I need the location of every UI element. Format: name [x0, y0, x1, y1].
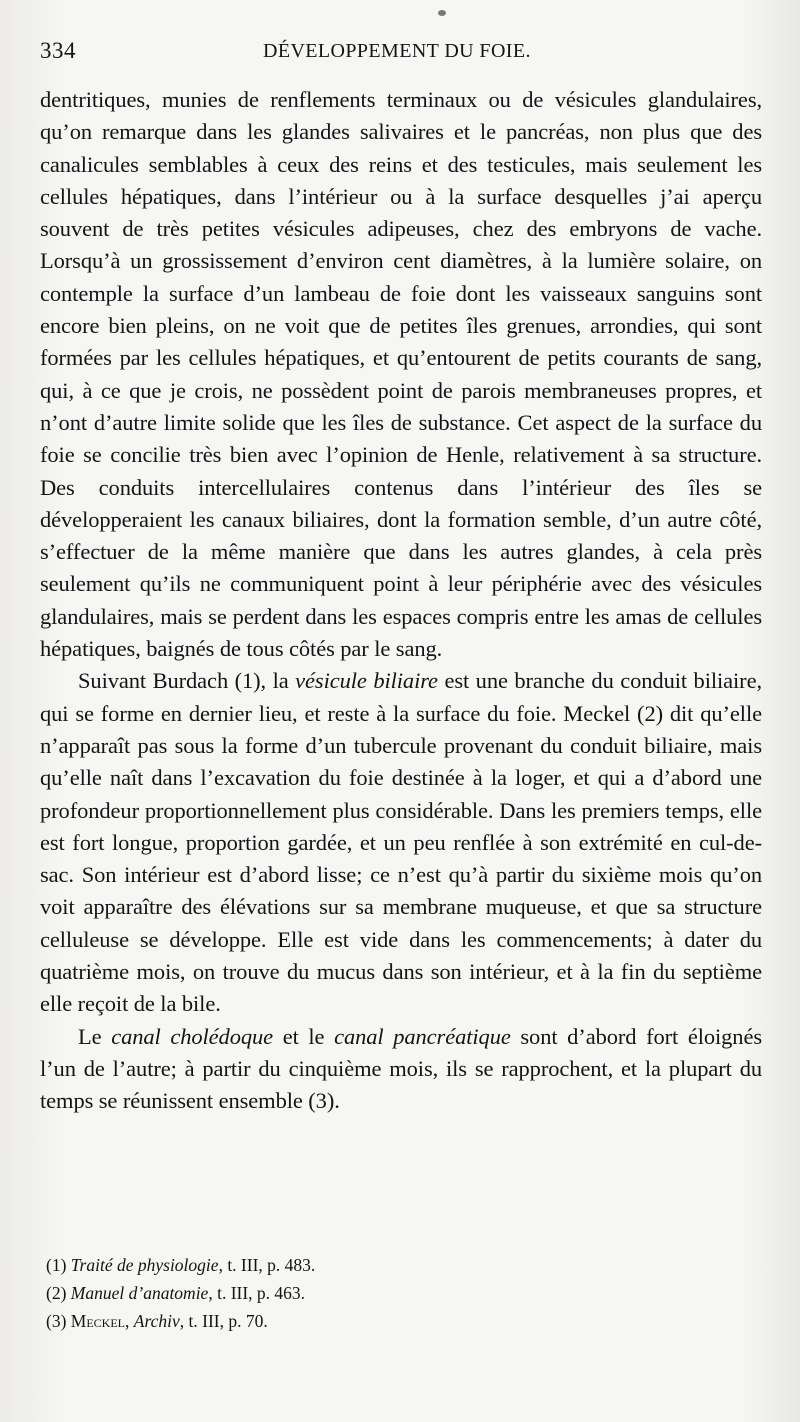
- footnote-2: [46, 1279, 726, 1307]
- footnote-author: Meckel,: [70, 1311, 130, 1331]
- running-head: DÉVELOPPEMENT DU FOIE.: [263, 40, 531, 62]
- footnote-reference: , t. III, p. 70.: [179, 1311, 268, 1331]
- footnote-title: Archiv: [133, 1311, 180, 1331]
- ink-speck: [438, 10, 446, 16]
- footnote-1: [46, 1251, 726, 1279]
- paragraph-2-italic: vésicule biliaire: [295, 668, 438, 694]
- footnote-number: (1): [46, 1255, 67, 1275]
- footnote-reference: , t. III, p. 483.: [218, 1255, 316, 1275]
- footnote-number: (3): [46, 1311, 67, 1331]
- paragraph-2-text-a: Suivant Burdach (1), la: [78, 668, 296, 694]
- page-header: [40, 38, 760, 78]
- footnote-number: (2): [46, 1283, 67, 1303]
- paragraph-2-text-b: est une branche du conduit biliaire, qui se forme en dernier lieu, et reste à la surface du foie. Meckel (2) dit qu’elle n’apparaît pas sous la forme d’un tubercule provenant du conduit biliaire, mais qu’elle naît dans l’excavation du foie destinée à la loger, et qui a d’abord une profondeur proportionnellement plus considérable. Dans les premiers temps, elle est fort longue, proportion gardée, et un peu renflée à son extrémité en cul-de-sac. Son intérieur est d’abord lisse; ce n’est qu’à partir du sixième mois qu’on voit apparaître des élévations sur sa membrane muqueuse, et que sa structure celluleuse se développe. Elle est vide dans les commencements; à dater du quatrième mois, on trouve du mucus dans son intérieur, et à la fin du septième elle reçoit de la bile.: [40, 668, 762, 1017]
- paragraph-3-text-c: sont d’abord fort éloignés l’un de l’autre; à partir du cinquième mois, ils se rapprochent, et la plupart du temps se réunissent ensemble (3).: [40, 1023, 763, 1114]
- paragraph-3-text-a: Le: [78, 1023, 112, 1049]
- paragraph-1: dentritiques, munies de renflements terminaux ou de vésicules glandulaires, qu’on remarque dans les glandes salivaires et le pancréas, non plus que des canalicules semblables à ceux des reins et des testicules, mais seulement les cellules hépatiques, dans l’intérieur ou à la surface desquelles j’ai aperçu souvent de très petites vésicules adipeuses, chez des embryons de vache. Lorsqu’à un grossissement d’environ cent diamètres, à la lumière solaire, on contemple la surface d’un lambeau de foie dont les vaisseaux sanguins sont encore bien pleins, on ne voit que de petites îles grenues, arrondies, qui sont formées par les cellules hépatiques, et qu’entourent de petits courants de sang, qui, à ce que je crois, ne possèdent point de parois membraneuses propres, et n’ont d’autre limite solide que les îles de substance. Cet aspect de la surface du foie se concilie très bien avec l’opinion de Henle, relativement à sa structure. Des conduits intercellulaires contenus dans l’intérieur des îles se développeraient les canaux biliaires, dont la formation semble, d’un autre côté, s’effectuer de la même manière que dans les autres glandes, à cela près seulement qu’ils ne communiquent point à leur périphérie avec des vésicules glandulaires, mais se perdent dans les espaces compris entre les amas de cellules hépatiques, baignés de tous côtés par le sang.: [40, 87, 762, 662]
- paragraph-3-italic-2: canal pancréatique: [334, 1023, 511, 1049]
- footnote-3: [46, 1307, 726, 1335]
- paragraph-3: [40, 1021, 762, 1118]
- footnote-reference: , t. III, p. 463.: [208, 1283, 306, 1303]
- paragraph-3-italic-1: canal cholédoque: [111, 1023, 274, 1049]
- body-text: [40, 84, 762, 1118]
- paragraph-3-text-b: et le: [273, 1023, 335, 1049]
- footnote-title: Manuel d’anatomie: [70, 1283, 209, 1303]
- page-number: 334: [40, 38, 76, 63]
- paragraph-2: [40, 665, 762, 1020]
- footnote-title: Traité de physiologie: [70, 1255, 219, 1275]
- footnotes: [46, 1251, 726, 1335]
